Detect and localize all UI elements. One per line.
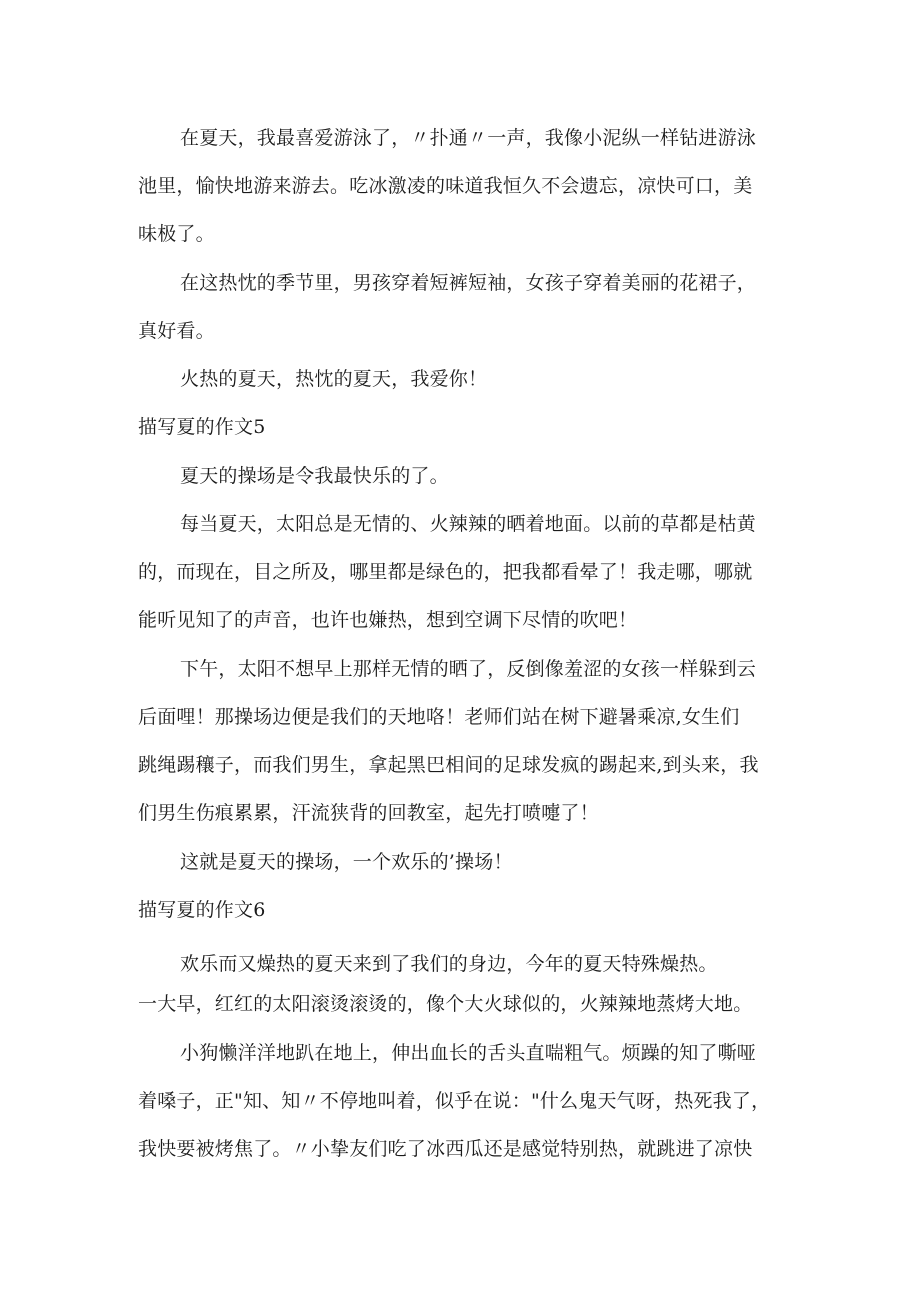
- paragraph-5-line-2: 的，而现在，目之所及，哪里都是绿色的，把我都看晕了！我走哪，哪就: [138, 561, 753, 583]
- paragraph-2-line-2: 真好看。: [138, 320, 215, 342]
- paragraph-1-line-1: 在夏天，我最喜爱游泳了，〃扑通〃一声，我像小泥纵一样钻进游泳: [180, 127, 757, 149]
- paragraph-8: 欢乐而又燥热的夏天来到了我们的身边，今年的夏天特殊燥热。: [180, 953, 718, 975]
- paragraph-2-line-1: 在这热忱的季节里，男孩穿着短裤短袖，女孩子穿着美丽的花裙子，: [180, 272, 757, 294]
- paragraph-6-line-4: 们男生伤痕累累，汗流狭背的回教室，起先打喷嚏了！: [138, 802, 599, 824]
- paragraph-9: 一大早，红红的太阳滚烫滚烫的，像个大火球似的，火辣辣地蒸烤大地。: [138, 993, 753, 1015]
- paragraph-4: 夏天的操场是令我最快乐的了。: [180, 465, 449, 487]
- paragraph-6-line-2: 后面哩！那操场边便是我们的天地咯！老师们站在树下避暑乘凉,女生们: [138, 706, 740, 728]
- paragraph-10-line-1: 小狗懒洋洋地趴在地上，伸出血长的舌头直喘粗气。烦躁的知了嘶哑: [180, 1042, 757, 1064]
- paragraph-6-line-3: 跳绳踢穰子，而我们男生，拿起黑巴相间的足球发疯的踢起来,到头来，我: [138, 754, 759, 776]
- paragraph-7: 这就是夏天的操场，一个欢乐的’操场！: [180, 851, 513, 873]
- paragraph-1-line-2: 池里，愉快地游来游去。吃冰激凌的味道我恒久不会遗忘，凉快可口，美: [138, 175, 753, 197]
- section-heading-5: 描写夏的作文5: [138, 416, 266, 438]
- paragraph-5-line-3: 能听见知了的声音，也许也嫌热，想到空调下尽情的吹吧！: [138, 609, 638, 631]
- paragraph-1-line-3: 味极了。: [138, 223, 215, 245]
- paragraph-10-line-3: 我快要被烤焦了。〃小挚友们吃了冰西瓜还是感觉特别热，就跳进了凉快: [138, 1138, 753, 1160]
- paragraph-6-line-1: 下午，太阳不想早上那样无情的晒了，反倒像羞涩的女孩一样躲到云: [180, 658, 757, 680]
- paragraph-5-line-1: 每当夏天，太阳总是无情的、火辣辣的晒着地面。以前的草都是枯黄: [180, 513, 757, 535]
- paragraph-3: 火热的夏天，热忱的夏天，我爱你！: [180, 368, 488, 390]
- paragraph-10-line-2: 着嗓子，正"知、知〃不停地叫着，似乎在说："什么鬼天气呀，热死我了，: [138, 1090, 771, 1112]
- section-heading-6: 描写夏的作文6: [138, 899, 266, 921]
